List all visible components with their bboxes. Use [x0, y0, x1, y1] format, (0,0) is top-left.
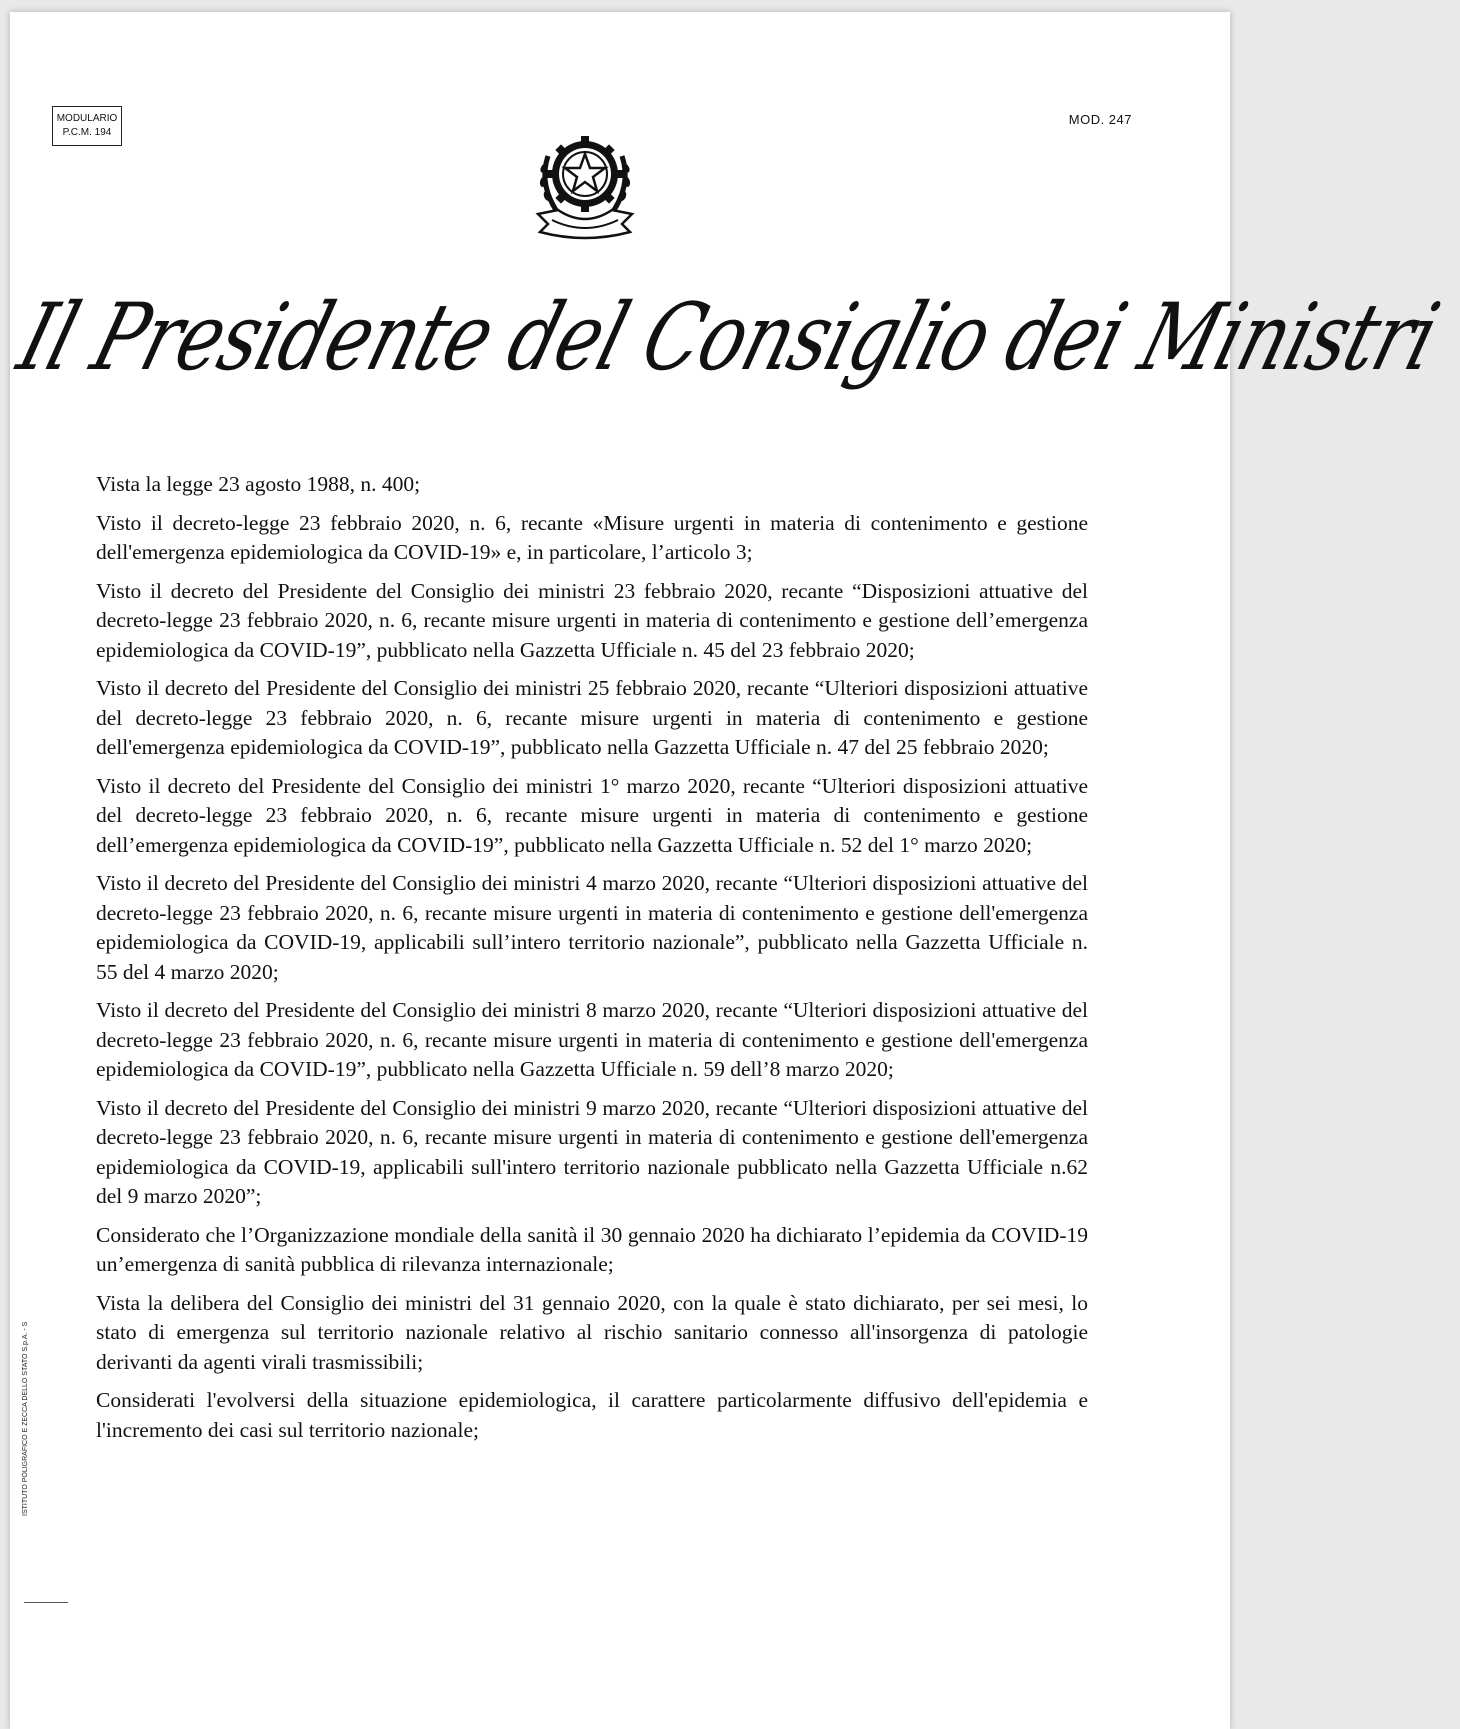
modulario-line1: MODULARIO: [56, 113, 118, 124]
paragraph: Visto il decreto del Presidente del Consiglio dei ministri 4 marzo 2020, recante “Ulteriori disposizioni attuative del decreto-legge 23 febbraio 2020, n. 6, recante misure urgenti in materia di contenimento e gestione dell'emergenza epidemiologica da COVID-19, applicabili sull’intero territorio nazionale”, pubblicato nella Gazzetta Ufficiale n. 55 del 4 marzo 2020;: [96, 871, 1088, 984]
printer-side-note: ISTITUTO POLIGRAFICO E ZECCA DELLO STATO S.p.A. - S: [22, 1321, 29, 1516]
paragraph: Visto il decreto del Presidente del Consiglio dei ministri 1° marzo 2020, recante “Ulteriori disposizioni attuative del decreto-legge 23 febbraio 2020, n. 6, recante misure urgenti in materia di contenimento e gestione dell’emergenza epidemiologica da COVID-19”, pubblicato nella Gazzetta Ufficiale n. 52 del 1° marzo 2020;: [96, 773, 1088, 857]
paragraph: Visto il decreto del Presidente del Consiglio dei ministri 23 febbraio 2020, recante “Disposizioni attuative del decreto-legge 23 febbraio 2020, n. 6, recante misure urgenti in materia di contenimento e gestione dell’emergenza epidemiologica da COVID-19”, pubblicato nella Gazzetta Ufficiale n. 45 del 23 febbraio 2020;: [96, 578, 1088, 662]
paragraph: Visto il decreto-legge 23 febbraio 2020, n. 6, recante «Misure urgenti in materia di contenimento e gestione dell'emergenza epidemiologica da COVID-19» e, in particolare, l’articolo 3;: [96, 510, 1088, 564]
paragraph: Visto il decreto del Presidente del Consiglio dei ministri 25 febbraio 2020, recante “Ulteriori disposizioni attuative del decreto-legge 23 febbraio 2020, n. 6, recante misure urgenti in materia di contenimento e gestione dell'emergenza epidemiologica da COVID-19”, pubblicato nella Gazzetta Ufficiale n. 47 del 25 febbraio 2020;: [96, 676, 1088, 759]
emblem-repubblica-italiana-icon: [530, 116, 640, 246]
document-page: [7, 12, 1449, 1729]
side-rule: [24, 1602, 68, 1603]
mod-number: MOD. 247: [1068, 112, 1132, 127]
paragraph: Vista la legge 23 agosto 1988, n. 400;: [96, 472, 421, 496]
paragraph: Considerati l'evolversi della situazione epidemiologica, il carattere particolarmente diffusivo dell'epidemia e l'incremento dei casi sul territorio nazionale;: [96, 1388, 1088, 1442]
paragraph: Considerato che l’Organizzazione mondiale della sanità il 30 gennaio 2020 ha dichiarato l’epidemia da COVID-19 un’emergenza di sanità pubblica di rilevanza internazionale;: [96, 1222, 1088, 1276]
page-title-text: Il Presidente del Consiglio dei Ministri: [7, 284, 1449, 392]
paragraph: Visto il decreto del Presidente del Consiglio dei ministri 8 marzo 2020, recante “Ulteriori disposizioni attuative del decreto-legge 23 febbraio 2020, n. 6, recante misure urgenti in materia di contenimento e gestione dell'emergenza epidemiologica da COVID-19”, pubblicato nella Gazzetta Ufficiale n. 59 dell’8 marzo 2020;: [96, 998, 1088, 1081]
modulario-line2: P.C.M. 194: [62, 127, 112, 138]
document-body: [96, 470, 1088, 1454]
page-title: [0, 244, 1449, 457]
paragraph: Visto il decreto del Presidente del Consiglio dei ministri 9 marzo 2020, recante “Ulteriori disposizioni attuative del decreto-legge 23 febbraio 2020, n. 6, recante misure urgenti in materia di contenimento e gestione dell'emergenza epidemiologica da COVID-19, applicabili sull'intero territorio nazionale pubblicato nella Gazzetta Ufficiale n.62 del 9 marzo 2020”;: [96, 1095, 1088, 1208]
modulario-box: [52, 106, 122, 146]
paragraph: Vista la delibera del Consiglio dei ministri del 31 gennaio 2020, con la quale è stato dichiarato, per sei mesi, lo stato di emergenza sul territorio nazionale relativo al rischio sanitario connesso all'insorgenza di patologie derivanti da agenti virali trasmissibili;: [96, 1290, 1088, 1374]
